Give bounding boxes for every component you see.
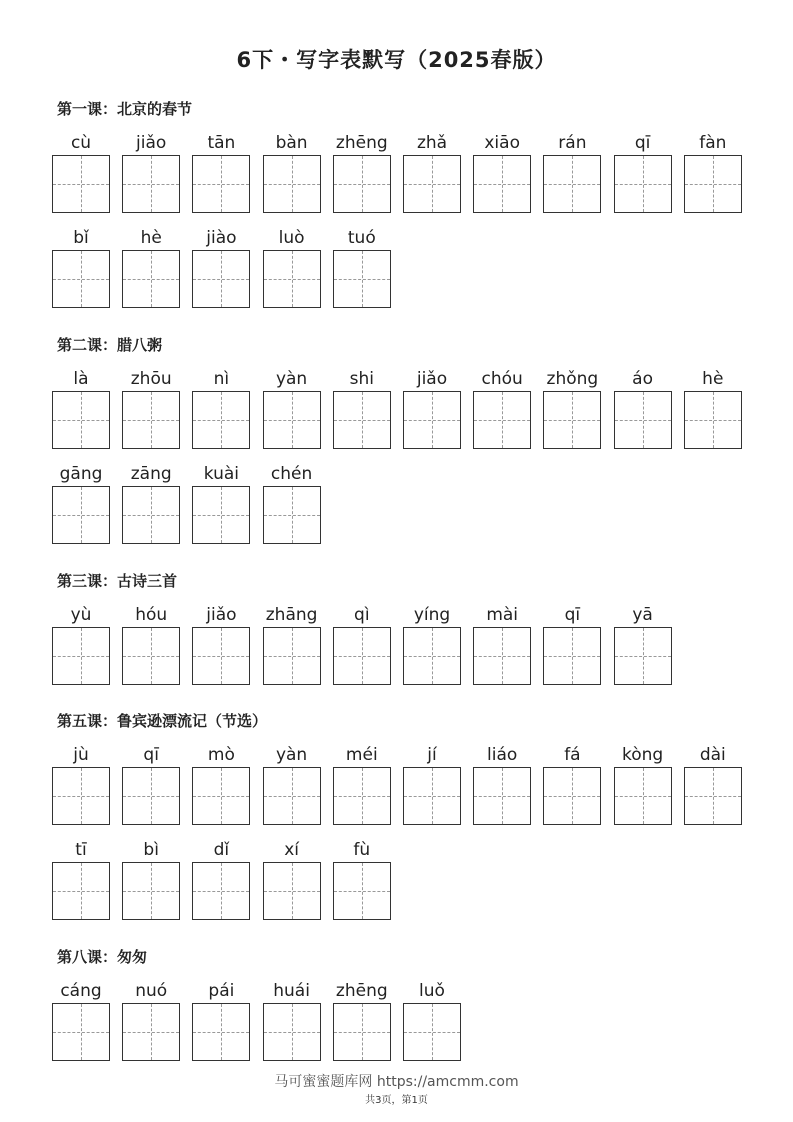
pinyin-label: yā (632, 605, 653, 625)
pinyin-label: rán (558, 133, 587, 153)
character-cell (333, 367, 391, 449)
grid-guide-vertical (572, 628, 573, 684)
lesson-title: 第三课：古诗三首 (57, 572, 178, 590)
pinyin-label: liáo (487, 745, 518, 765)
writing-grid-box[interactable] (403, 627, 461, 685)
writing-grid-box[interactable] (403, 391, 461, 449)
writing-grid-box[interactable] (333, 391, 391, 449)
character-cell (333, 226, 391, 308)
writing-grid-box[interactable] (192, 627, 250, 685)
character-cell (192, 979, 250, 1061)
writing-grid-box[interactable] (122, 1003, 180, 1061)
grid-guide-vertical (151, 487, 152, 543)
grid-guide-vertical (292, 768, 293, 824)
writing-grid-box[interactable] (122, 250, 180, 308)
writing-grid-box[interactable] (192, 862, 250, 920)
character-cell (263, 462, 321, 544)
pinyin-label: zhēng (335, 981, 388, 1001)
grid-guide-vertical (292, 156, 293, 212)
writing-grid-box[interactable] (192, 1003, 250, 1061)
writing-grid-box[interactable] (263, 391, 321, 449)
grid-guide-vertical (292, 392, 293, 448)
pinyin-label: dài (699, 745, 726, 765)
pinyin-label: hóu (135, 605, 168, 625)
writing-grid-box[interactable] (263, 627, 321, 685)
grid-guide-vertical (362, 156, 363, 212)
character-cell (263, 226, 321, 308)
pinyin-label: kòng (621, 745, 664, 765)
character-cell (122, 838, 180, 920)
lesson-title: 第一课：北京的春节 (57, 100, 193, 118)
pinyin-label: hè (702, 369, 724, 389)
grid-guide-vertical (81, 768, 82, 824)
character-cell (52, 462, 110, 544)
writing-grid-box[interactable] (52, 1003, 110, 1061)
writing-grid-box[interactable] (614, 391, 672, 449)
character-cell (192, 603, 250, 685)
writing-grid-box[interactable] (543, 627, 601, 685)
writing-grid-box[interactable] (473, 391, 531, 449)
grid-guide-vertical (362, 863, 363, 919)
writing-grid-box[interactable] (192, 767, 250, 825)
grid-guide-vertical (81, 487, 82, 543)
pinyin-label: jiǎo (416, 369, 448, 389)
pinyin-label: mài (486, 605, 519, 625)
pinyin-label: bàn (275, 133, 308, 153)
grid-guide-vertical (572, 156, 573, 212)
character-cell (333, 979, 391, 1061)
writing-grid-box[interactable] (263, 767, 321, 825)
writing-grid-box[interactable] (333, 627, 391, 685)
grid-guide-vertical (292, 487, 293, 543)
grid-guide-vertical (81, 628, 82, 684)
writing-grid-box[interactable] (192, 250, 250, 308)
character-cell (473, 367, 531, 449)
character-cell (333, 838, 391, 920)
writing-grid-box[interactable] (52, 627, 110, 685)
character-cell (263, 603, 321, 685)
writing-grid-box[interactable] (52, 486, 110, 544)
grid-guide-vertical (221, 487, 222, 543)
pinyin-label: fá (564, 745, 581, 765)
grid-guide-vertical (292, 251, 293, 307)
character-cell (192, 743, 250, 825)
writing-grid-box[interactable] (333, 1003, 391, 1061)
grid-guide-vertical (81, 251, 82, 307)
grid-guide-vertical (362, 628, 363, 684)
writing-grid-box[interactable] (52, 250, 110, 308)
pinyin-label: xiāo (484, 133, 520, 153)
character-cell (263, 838, 321, 920)
writing-grid-box[interactable] (543, 391, 601, 449)
pinyin-label: qī (634, 133, 651, 153)
pinyin-label: xí (284, 840, 299, 860)
character-cell (192, 131, 250, 213)
character-cell (403, 131, 461, 213)
character-cell (403, 367, 461, 449)
pinyin-label: qī (564, 605, 581, 625)
writing-grid-box[interactable] (473, 627, 531, 685)
character-cell (52, 838, 110, 920)
pinyin-label: nuó (135, 981, 168, 1001)
pinyin-label: chén (270, 464, 313, 484)
writing-grid-box[interactable] (473, 767, 531, 825)
grid-guide-vertical (151, 863, 152, 919)
grid-guide-vertical (502, 768, 503, 824)
grid-guide-vertical (292, 628, 293, 684)
character-cell (333, 603, 391, 685)
grid-guide-vertical (221, 1004, 222, 1060)
pinyin-label: zhōu (130, 369, 172, 389)
writing-grid-box[interactable] (403, 767, 461, 825)
grid-guide-vertical (362, 768, 363, 824)
grid-guide-vertical (502, 392, 503, 448)
pinyin-label: gāng (59, 464, 103, 484)
footer-page-info: 共3页，第1页 (365, 1095, 428, 1106)
character-cell (473, 603, 531, 685)
character-cell (684, 131, 742, 213)
pinyin-label: qī (143, 745, 159, 765)
pinyin-label: kuài (203, 464, 240, 484)
pinyin-label: qì (354, 605, 370, 625)
writing-grid-box[interactable] (614, 155, 672, 213)
writing-grid-box[interactable] (263, 1003, 321, 1061)
character-cell (122, 367, 180, 449)
grid-guide-vertical (713, 392, 714, 448)
footer-site: 马可蜜蜜题库网 https://amcmm.com (274, 1074, 519, 1090)
grid-guide-vertical (643, 156, 644, 212)
character-cell (614, 603, 672, 685)
writing-grid-box[interactable] (614, 627, 672, 685)
grid-guide-vertical (221, 863, 222, 919)
grid-guide-vertical (502, 628, 503, 684)
writing-grid-box[interactable] (52, 391, 110, 449)
writing-grid-box[interactable] (684, 391, 742, 449)
character-cell (52, 131, 110, 213)
pinyin-label: pái (208, 981, 235, 1001)
character-cell (52, 226, 110, 308)
writing-grid-box[interactable] (543, 155, 601, 213)
character-cell (192, 462, 250, 544)
grid-guide-vertical (221, 628, 222, 684)
character-cell (263, 979, 321, 1061)
character-cell (333, 131, 391, 213)
character-cell (52, 743, 110, 825)
character-cell (122, 603, 180, 685)
writing-grid-box[interactable] (543, 767, 601, 825)
grid-guide-vertical (713, 768, 714, 824)
pinyin-label: tān (207, 133, 236, 153)
pinyin-label: zhǒng (546, 369, 599, 389)
pinyin-label: tuó (347, 228, 376, 248)
lesson-title: 第五课：鲁宾逊漂流记（节选） (57, 712, 268, 730)
grid-guide-vertical (221, 156, 222, 212)
character-cell (263, 367, 321, 449)
pinyin-label: fàn (699, 133, 727, 153)
pinyin-label: yù (70, 605, 92, 625)
grid-guide-vertical (151, 628, 152, 684)
grid-guide-vertical (432, 1004, 433, 1060)
grid-guide-vertical (502, 156, 503, 212)
character-cell (543, 603, 601, 685)
lesson-title: 第八课：匆匆 (57, 948, 148, 966)
pinyin-label: shi (349, 369, 374, 389)
character-cell (614, 131, 672, 213)
writing-grid-box[interactable] (52, 862, 110, 920)
writing-grid-box[interactable] (192, 486, 250, 544)
character-cell (52, 603, 110, 685)
writing-grid-box[interactable] (684, 155, 742, 213)
grid-guide-vertical (151, 768, 152, 824)
grid-guide-vertical (362, 251, 363, 307)
writing-grid-box[interactable] (52, 155, 110, 213)
grid-guide-vertical (432, 628, 433, 684)
writing-grid-box[interactable] (333, 862, 391, 920)
pinyin-label: cù (70, 133, 92, 153)
writing-grid-box[interactable] (263, 862, 321, 920)
writing-grid-box[interactable] (333, 250, 391, 308)
grid-guide-vertical (713, 156, 714, 212)
pinyin-label: luò (278, 228, 305, 248)
character-cell (543, 131, 601, 213)
grid-guide-vertical (362, 1004, 363, 1060)
pinyin-label: bì (143, 840, 159, 860)
lesson-title: 第二课：腊八粥 (57, 336, 163, 354)
character-cell (403, 603, 461, 685)
grid-guide-vertical (292, 1004, 293, 1060)
pinyin-label: jù (73, 745, 89, 765)
grid-guide-vertical (81, 1004, 82, 1060)
character-cell (192, 226, 250, 308)
character-cell (122, 979, 180, 1061)
pinyin-label: cáng (60, 981, 102, 1001)
grid-guide-vertical (81, 392, 82, 448)
character-cell (543, 367, 601, 449)
grid-guide-vertical (221, 251, 222, 307)
pinyin-label: fù (353, 840, 371, 860)
grid-guide-vertical (151, 1004, 152, 1060)
writing-grid-box[interactable] (263, 486, 321, 544)
character-cell (52, 367, 110, 449)
grid-guide-vertical (643, 392, 644, 448)
pinyin-label: méi (345, 745, 378, 765)
character-cell (122, 131, 180, 213)
grid-guide-vertical (292, 863, 293, 919)
character-cell (192, 838, 250, 920)
pinyin-label: dǐ (213, 840, 230, 860)
grid-guide-vertical (151, 251, 152, 307)
writing-grid-box[interactable] (333, 155, 391, 213)
writing-grid-box[interactable] (684, 767, 742, 825)
writing-grid-box[interactable] (122, 627, 180, 685)
grid-guide-vertical (81, 863, 82, 919)
character-cell (684, 367, 742, 449)
pinyin-label: zhēng (335, 133, 388, 153)
character-cell (122, 743, 180, 825)
pinyin-label: jiǎo (136, 133, 167, 153)
character-cell (192, 367, 250, 449)
writing-grid-box[interactable] (122, 862, 180, 920)
character-cell (403, 743, 461, 825)
grid-guide-vertical (432, 392, 433, 448)
grid-guide-vertical (151, 392, 152, 448)
writing-grid-box[interactable] (473, 155, 531, 213)
character-cell (614, 367, 672, 449)
grid-guide-vertical (432, 768, 433, 824)
character-cell (473, 743, 531, 825)
writing-grid-box[interactable] (614, 767, 672, 825)
pinyin-label: nì (213, 369, 230, 389)
character-cell (473, 131, 531, 213)
character-cell (263, 743, 321, 825)
grid-guide-vertical (221, 768, 222, 824)
pinyin-label: tī (75, 840, 87, 860)
grid-guide-vertical (572, 392, 573, 448)
writing-grid-box[interactable] (403, 155, 461, 213)
grid-guide-vertical (643, 628, 644, 684)
writing-grid-box[interactable] (52, 767, 110, 825)
character-cell (122, 462, 180, 544)
pinyin-label: hè (140, 228, 162, 248)
pinyin-label: luǒ (419, 981, 445, 1001)
grid-guide-vertical (362, 392, 363, 448)
character-cell (614, 743, 672, 825)
character-cell (403, 979, 461, 1061)
character-cell (333, 743, 391, 825)
writing-grid-box[interactable] (403, 1003, 461, 1061)
grid-guide-vertical (221, 392, 222, 448)
pinyin-label: là (73, 369, 89, 389)
grid-guide-vertical (81, 156, 82, 212)
character-cell (684, 743, 742, 825)
writing-grid-box[interactable] (122, 391, 180, 449)
pinyin-label: zāng (130, 464, 172, 484)
grid-guide-vertical (572, 768, 573, 824)
pinyin-label: bǐ (73, 228, 89, 248)
grid-guide-vertical (643, 768, 644, 824)
writing-grid-box[interactable] (122, 486, 180, 544)
writing-grid-box[interactable] (333, 767, 391, 825)
character-cell (543, 743, 601, 825)
writing-grid-box[interactable] (122, 155, 180, 213)
pinyin-label: jí (427, 745, 437, 765)
pinyin-label: jiào (206, 228, 237, 248)
pinyin-label: yàn (275, 745, 308, 765)
character-cell (52, 979, 110, 1061)
pinyin-label: zhǎ (416, 133, 448, 153)
pinyin-label: jiǎo (206, 605, 237, 625)
writing-grid-box[interactable] (192, 155, 250, 213)
writing-grid-box[interactable] (263, 155, 321, 213)
grid-guide-vertical (432, 156, 433, 212)
grid-guide-vertical (151, 156, 152, 212)
writing-grid-box[interactable] (263, 250, 321, 308)
character-cell (263, 131, 321, 213)
character-cell (122, 226, 180, 308)
page-title: 6下・写字表默写（2025春版） (236, 48, 557, 72)
pinyin-label: áo (632, 369, 653, 389)
writing-grid-box[interactable] (122, 767, 180, 825)
writing-grid-box[interactable] (192, 391, 250, 449)
pinyin-label: huái (273, 981, 310, 1001)
pinyin-label: zhāng (265, 605, 318, 625)
pinyin-label: yíng (413, 605, 451, 625)
pinyin-label: yàn (275, 369, 308, 389)
pinyin-label: chóu (481, 369, 523, 389)
pinyin-label: mò (207, 745, 235, 765)
